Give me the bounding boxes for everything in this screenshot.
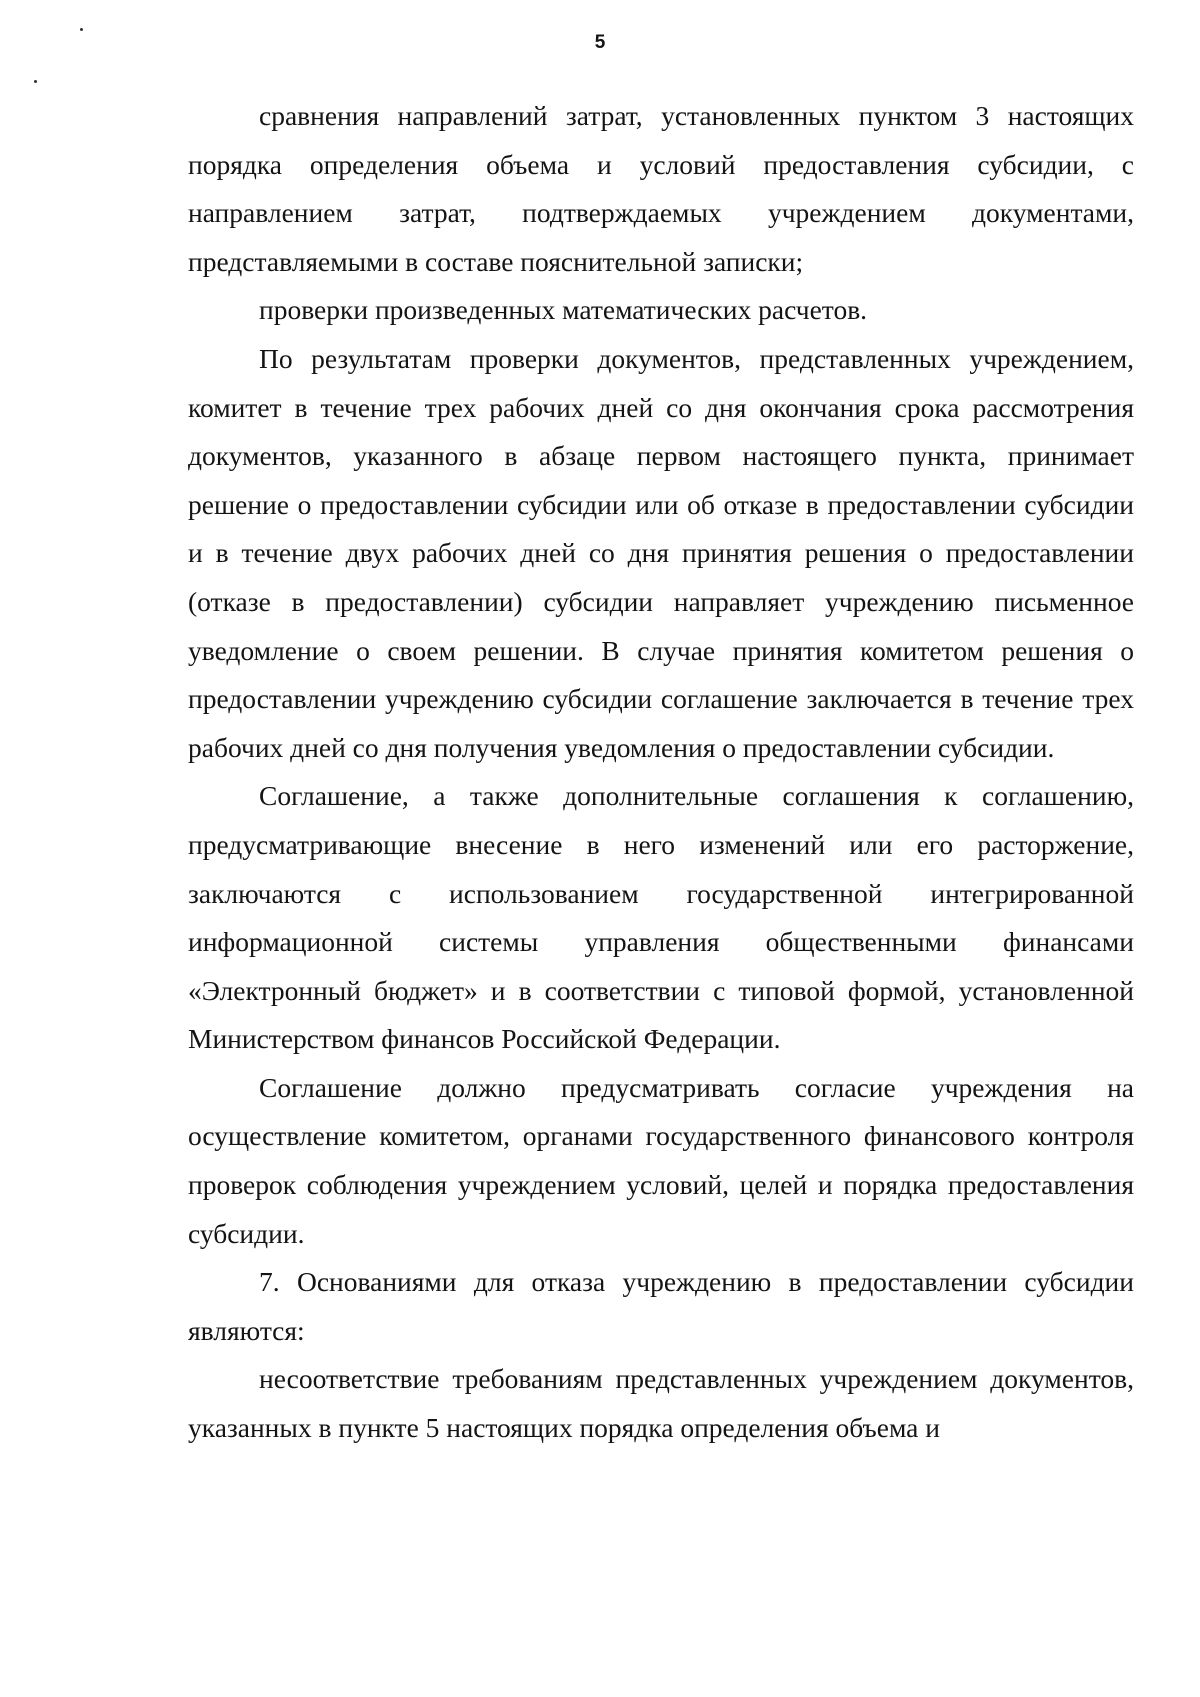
paragraph-refusal-grounds: 7. Основаниями для отказа учреждению в предоставлении субсидии являются: [188,1266,1134,1346]
document-body [188,92,1134,1453]
scan-speck [80,28,83,31]
paragraph-comparison-of-costs: сравнения направлений затрат, установленных пунктом 3 настоящих порядка определения объема и условий предоставления субсидии, с направлением затрат, подтверждаемых учреждением документами, представляемыми в составе пояснительной записки; [188,100,1134,277]
paragraph-agreement-consent: Соглашение должно предусматривать согласие учреждения на осуществление комитетом, органами государственного финансового контроля проверок соблюдения учреждением условий, целей и порядка предоставления субсидии. [188,1071,1134,1249]
paragraph-agreement-conclusion: Соглашение, а также дополнительные соглашения к соглашению, предусматривающие внесение в него изменений или его расторжение, заключаются с использованием государственной интегрированной информационной системы управления общественными финансами «Электронный бюджет» и в соответствии с типовой формой, установленной Министерством финансов Российской Федерации. [188,780,1134,1055]
paragraph-review-results: По результатам проверки документов, представленных учреждением, комитет в течение трех рабочих дней со дня окончания срока рассмотрения документов, указанного в абзаце первом настоящего пункта, принимает решение о предоставлении субсидии или об отказе в предоставлении субсидии и в течение двух рабочих дней со дня принятия решения о предоставлении (отказе в предоставлении) субсидии направляет учреждению письменное уведомление о своем решении. В случае принятия комитетом решения о предоставлении учреждению субсидии соглашение заключается в течение трех рабочих дней со дня получения уведомления о предоставлении субсидии. [188,342,1134,763]
scan-speck [34,80,37,83]
paragraph-nonconformity: несоответствие требованиям представленных учреждением документов, указанных в пункте 5 настоящих порядка определения объема и [188,1363,1134,1444]
paragraph-math-check: проверки произведенных математических расчетов. [259,294,868,326]
page-number: 5 [594,32,606,53]
